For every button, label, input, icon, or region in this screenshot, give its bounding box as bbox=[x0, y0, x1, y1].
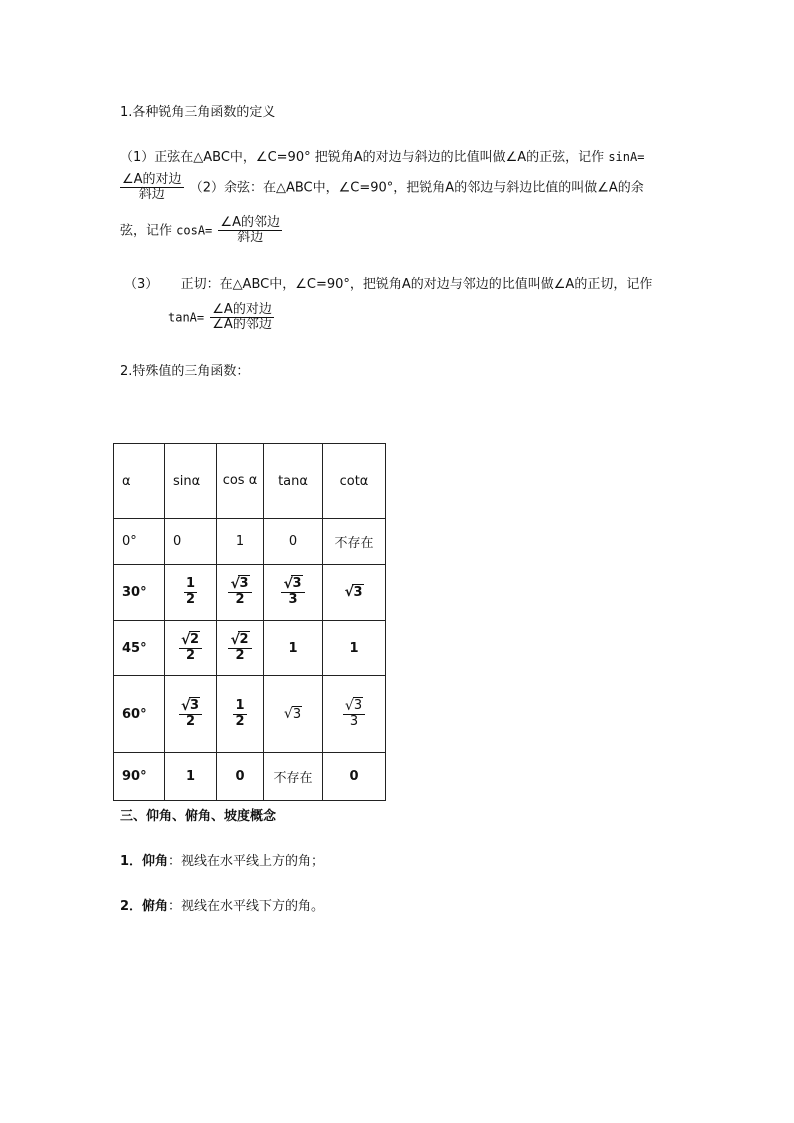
header-cos: cos α bbox=[217, 444, 264, 519]
table-row bbox=[114, 753, 386, 801]
header-cot: cotα bbox=[323, 444, 386, 519]
elevation-text: ：视线在水平线上方的角； bbox=[168, 854, 325, 869]
tangent-symbol: tanA= bbox=[168, 310, 205, 325]
sin30-value: $\frac{1}{2}$ bbox=[185, 576, 196, 607]
tan-cell bbox=[264, 676, 323, 753]
tangent-number: （3） bbox=[124, 277, 159, 292]
tan-cell: 1 bbox=[264, 621, 323, 676]
cos-cell: 1 bbox=[217, 519, 264, 565]
cos-cell bbox=[217, 676, 264, 753]
header-tan: tanα bbox=[264, 444, 323, 519]
sine-lead: （1）正弦在△ABC中，∠C=90° 把锐角A的对边与斜边的比值叫做∠A的正弦，记作 bbox=[120, 150, 605, 165]
header-sin: sinα bbox=[165, 444, 217, 519]
cot-cell bbox=[323, 676, 386, 753]
sin-cell bbox=[165, 676, 217, 753]
tangent-lead: 正切：在△ABC中，∠C=90°，把锐角A的对边与邻边的比值叫做∠A的正切，记作 bbox=[180, 277, 653, 292]
tan-cell bbox=[264, 565, 323, 621]
tangent-fraction-denominator: ∠A的邻边 bbox=[212, 317, 272, 333]
sin-cell bbox=[165, 621, 217, 676]
cos-cell bbox=[217, 565, 264, 621]
sin-cell: 1 bbox=[165, 753, 217, 801]
depression-angle-item bbox=[120, 897, 324, 917]
table-row bbox=[114, 565, 386, 621]
table-row bbox=[114, 621, 386, 676]
cosine-fraction bbox=[218, 216, 282, 246]
tan60-value: √ 3 bbox=[283, 705, 302, 722]
cosine-cont: 弦，记作 bbox=[120, 223, 173, 239]
depression-label: 2．俯角 bbox=[120, 899, 169, 914]
cot60-value: √ 3 3 bbox=[343, 699, 365, 730]
section1-heading: 1.各种锐角三角函数的定义 bbox=[120, 105, 276, 120]
cot-cell: 0 bbox=[323, 753, 386, 801]
cos-cell: 0 bbox=[217, 753, 264, 801]
trig-values-table bbox=[113, 443, 386, 801]
sine-fraction-denominator: 斜边 bbox=[120, 187, 184, 202]
tan30-value: √ 3 3 bbox=[281, 577, 304, 608]
angle-cell: 45° bbox=[114, 621, 165, 676]
cosine-fraction-numerator: ∠A的邻边 bbox=[220, 215, 280, 230]
table-row bbox=[114, 676, 386, 753]
angle-cell: 60° bbox=[114, 676, 165, 753]
tangent-definition bbox=[124, 275, 652, 295]
tan-cell: 不存在 bbox=[264, 753, 323, 801]
cos-cell bbox=[217, 621, 264, 676]
sine-definition bbox=[120, 147, 644, 168]
angle-cell: 0° bbox=[114, 519, 165, 565]
tan-cell: 0 bbox=[264, 519, 323, 565]
cos45-value: √ 2 2 bbox=[228, 633, 251, 664]
sine-fraction bbox=[120, 173, 184, 203]
cos60-value: $\frac{1}{2}$ bbox=[235, 697, 245, 729]
sine-fraction-numerator: ∠A的对边 bbox=[122, 172, 182, 187]
sine-fraction-row bbox=[118, 173, 644, 203]
sin60-value: √ 3 2 bbox=[179, 699, 202, 730]
elevation-label: 1．仰角 bbox=[120, 854, 169, 869]
section2-heading: 2.特殊值的三角函数： bbox=[120, 364, 250, 379]
cot-cell bbox=[323, 565, 386, 621]
elevation-angle-item bbox=[120, 852, 324, 872]
angle-cell: 90° bbox=[114, 753, 165, 801]
depression-text: ：视线在水平线下方的角。 bbox=[168, 899, 325, 914]
cosine-symbol-row bbox=[120, 216, 284, 246]
header-alpha: α bbox=[114, 444, 165, 519]
table-header-row bbox=[114, 444, 386, 519]
sin-cell bbox=[165, 565, 217, 621]
sin-cell: 0 bbox=[165, 519, 217, 565]
section3-heading: 三、仰角、俯角、坡度概念 bbox=[120, 809, 277, 824]
angle-cell: 30° bbox=[114, 565, 165, 621]
cosine-lead: （2）余弦：在△ABC中，∠C=90°，把锐角A的邻边与斜边比值的叫做∠A的余 bbox=[189, 180, 644, 196]
cos30-value: √ 3 2 bbox=[228, 577, 251, 608]
tangent-formula bbox=[168, 303, 276, 333]
sin45-value: √ 2 2 bbox=[179, 633, 202, 664]
cot-cell: 1 bbox=[323, 621, 386, 676]
cot30-value: √ 3 bbox=[344, 584, 363, 600]
cosine-fraction-denominator: 斜边 bbox=[218, 230, 282, 245]
table-row bbox=[114, 519, 386, 565]
tangent-fraction bbox=[210, 303, 274, 333]
tangent-fraction-numerator: ∠A的对边 bbox=[212, 302, 272, 317]
sine-symbol: sinA= bbox=[608, 150, 645, 164]
cosine-symbol: cosA= bbox=[176, 223, 213, 238]
cot-cell: 不存在 bbox=[323, 519, 386, 565]
